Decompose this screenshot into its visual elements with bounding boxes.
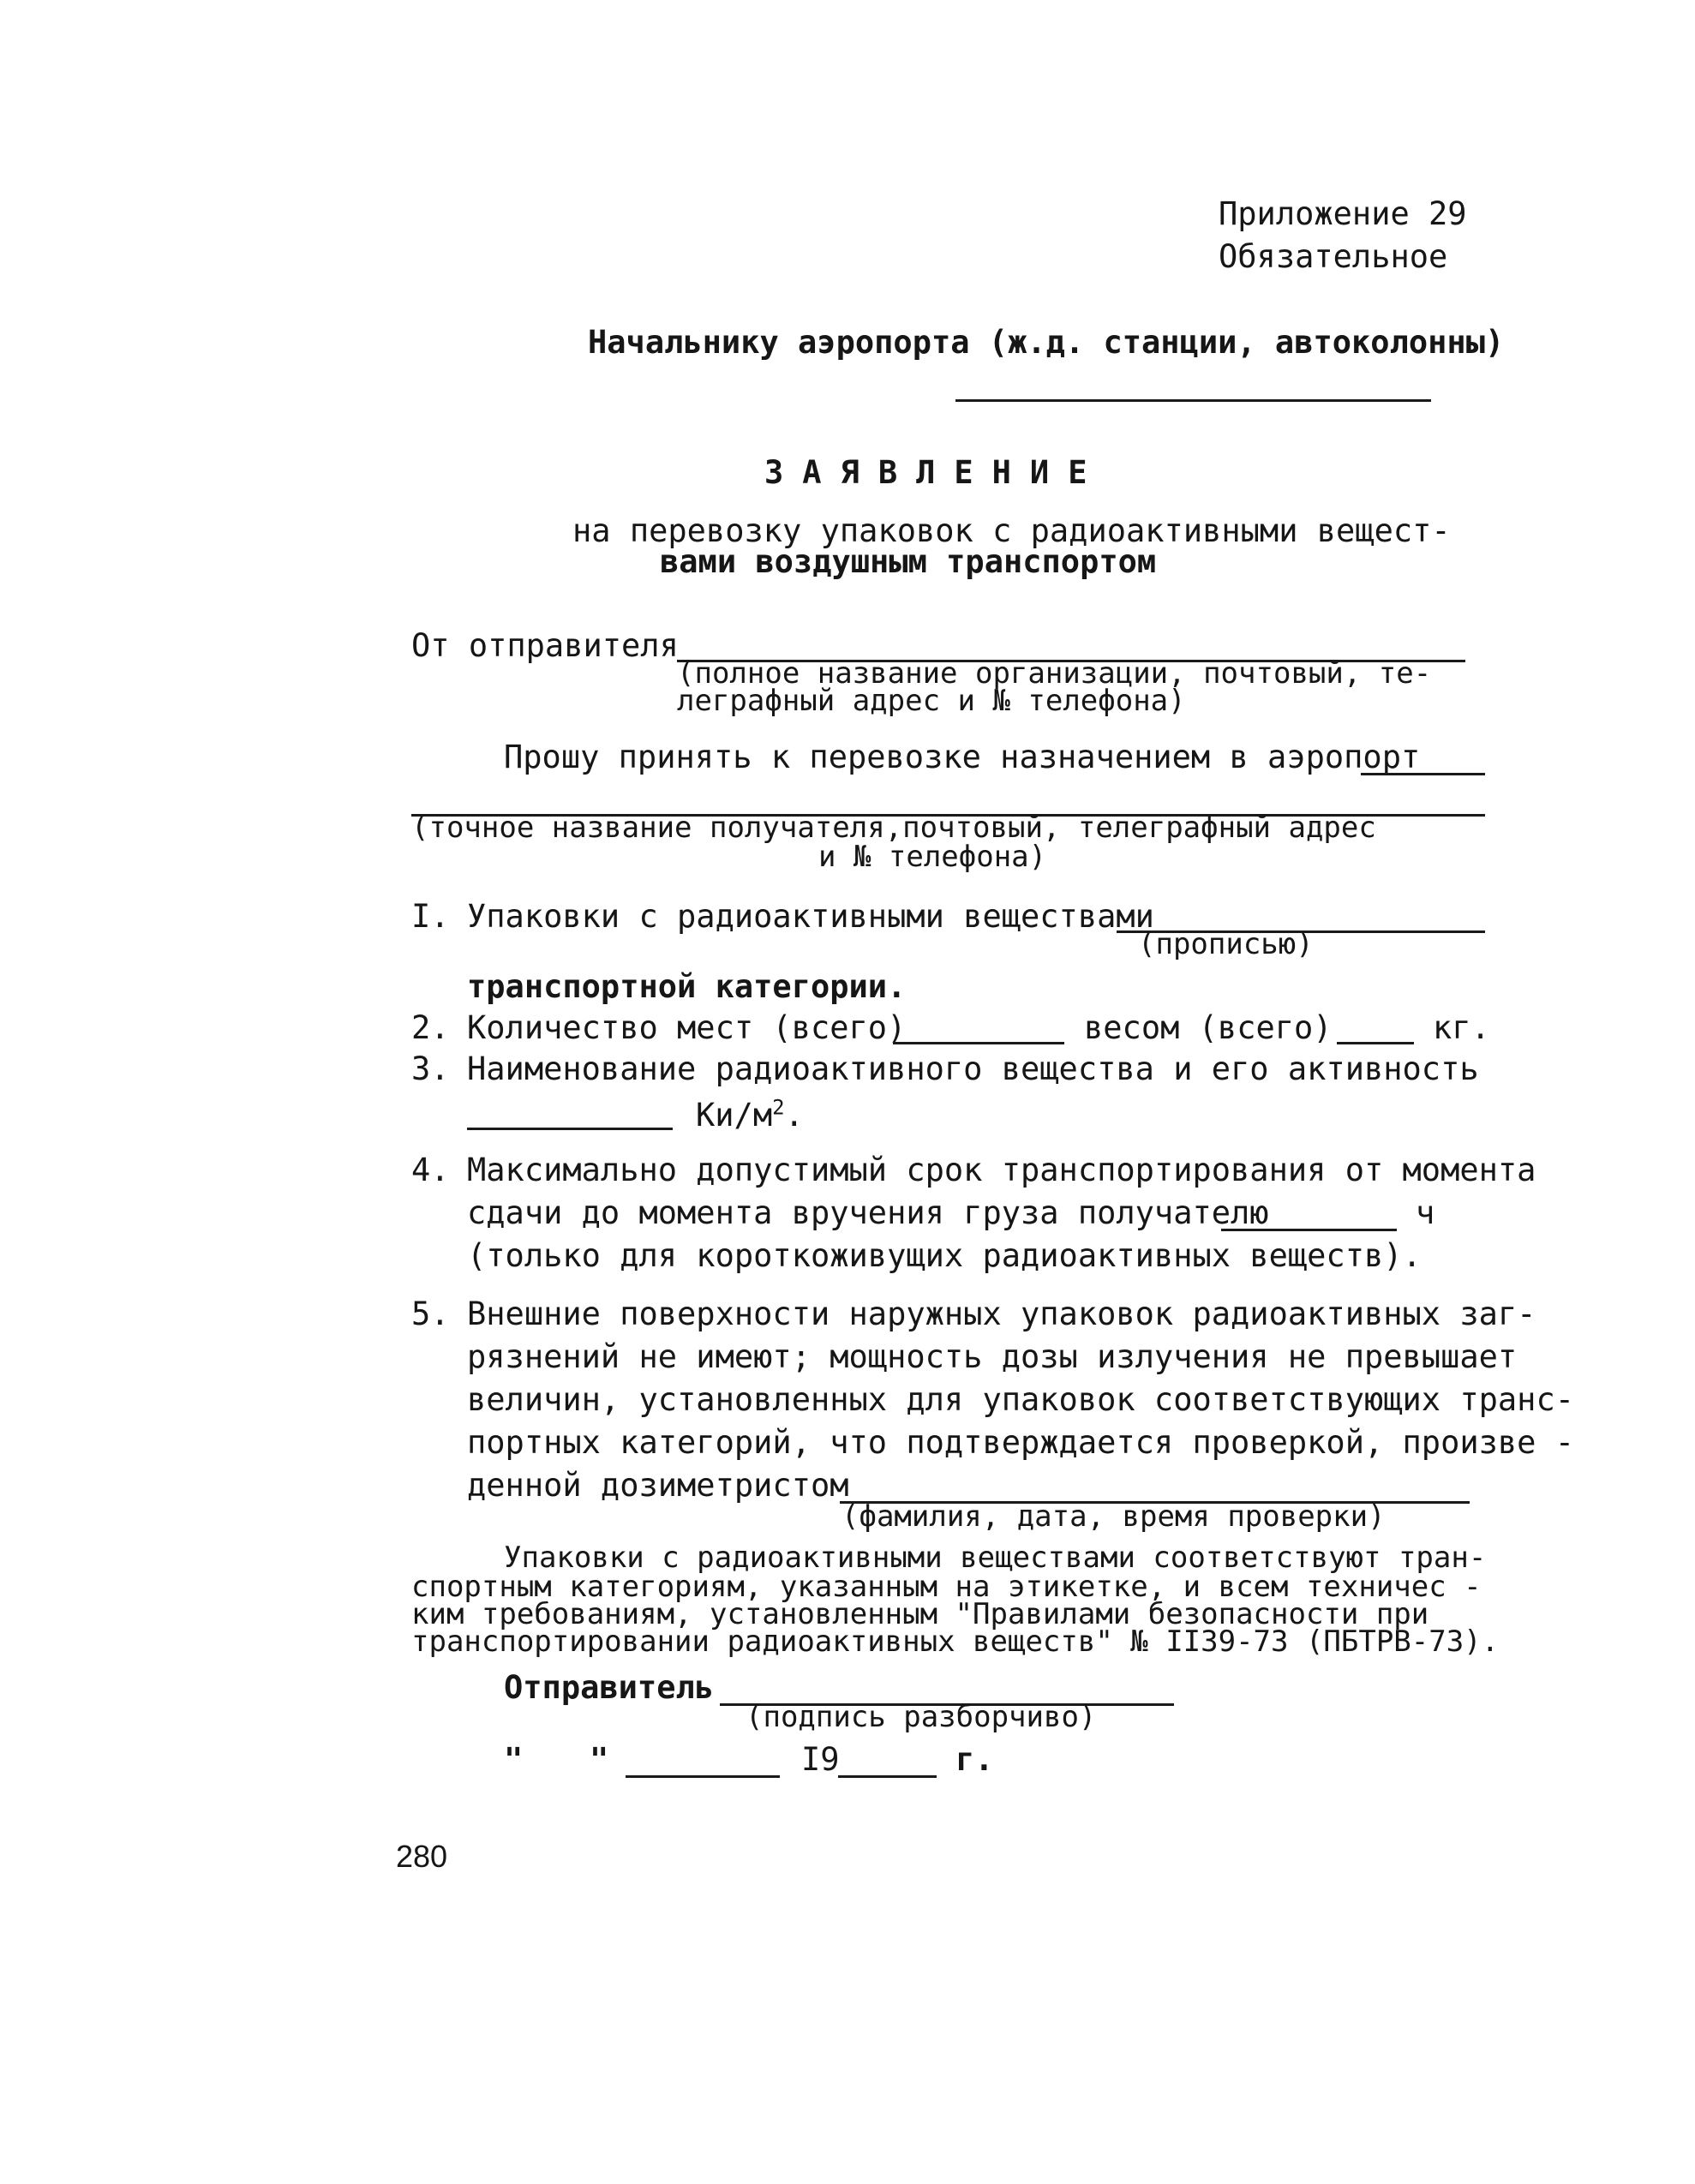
item-5-hint: (фамилия, дата, время проверки) bbox=[842, 1499, 1386, 1534]
item-1-number: I. bbox=[411, 898, 450, 935]
item-5-line4: портных категорий, что подтверждается проверкой, произве - bbox=[467, 1424, 1575, 1461]
date-day-month-line bbox=[626, 1775, 780, 1778]
request-hint-line1: (точное название получателя,почтовый, телеграфный адрес bbox=[411, 811, 1376, 845]
item-4-hours-line bbox=[1221, 1229, 1397, 1231]
compliance-line3: ким требованиям, установленным "Правилами безопасности при bbox=[411, 1597, 1429, 1631]
mandatory-label: Обязательное bbox=[1219, 238, 1448, 275]
request-hint-line2: и № телефона) bbox=[818, 840, 1047, 874]
compliance-line4: транспортировании радиоактивных веществ" № II39-73 (ПБТРВ-73). bbox=[411, 1625, 1500, 1659]
document-title: ЗАЯВЛЕНИЕ bbox=[764, 454, 1106, 491]
item-5-line1: Внешние поверхности наружных упаковок радиоактивных заг- bbox=[467, 1295, 1536, 1332]
addressee: Начальнику аэропорта (ж.д. станции, автоколонны) bbox=[588, 324, 1505, 361]
date-quote-open: " bbox=[504, 1741, 524, 1778]
item-2-text-b: весом (всего) bbox=[1084, 1009, 1333, 1046]
signature-hint: (подпись разборчиво) bbox=[746, 1700, 1097, 1734]
subtitle-line2: вами воздушным транспортом bbox=[660, 543, 1157, 580]
date-year-line bbox=[838, 1775, 937, 1778]
item-1-continuation: транспортной категории. bbox=[467, 968, 907, 1005]
item-2-number: 2. bbox=[411, 1009, 450, 1046]
item-3-unit: $Ки/м^2$. bbox=[696, 1095, 804, 1134]
item-2-count-line bbox=[893, 1042, 1064, 1044]
sender-hint-line1: (полное название организации, почтовый, те- bbox=[677, 656, 1432, 691]
page-number: 280 bbox=[396, 1839, 448, 1874]
sender-hint-line2: леграфный адрес и № телефона) bbox=[677, 684, 1186, 718]
item-4-line2: сдачи до момента вручения груза получателю bbox=[467, 1194, 1269, 1231]
item-5-line3: величин, установленных для упаковок соответствующих транс- bbox=[467, 1381, 1575, 1418]
signature-label: Отправитель bbox=[504, 1669, 715, 1706]
date-year-prefix: I9 bbox=[801, 1741, 840, 1778]
date-quote-close: " bbox=[590, 1741, 609, 1778]
request-text: Прошу принять к перевозке назначением в аэропорт bbox=[504, 739, 1421, 775]
item-4-line3: (только для короткоживущих радиоактивных веществ). bbox=[467, 1237, 1422, 1274]
item-4-unit: ч bbox=[1416, 1194, 1435, 1231]
item-2-text-a: Количество мест (всего) bbox=[467, 1009, 907, 1046]
addressee-line bbox=[955, 399, 1431, 402]
item-4-line1: Максимально допустимый срок транспортирования от момента bbox=[467, 1152, 1536, 1188]
item-3-activity-line bbox=[467, 1128, 673, 1130]
item-5-line2: рязнений не имеют; мощность дозы излучения не превышает bbox=[467, 1338, 1518, 1375]
appendix-number: Приложение 29 bbox=[1219, 195, 1467, 232]
item-5-number: 5. bbox=[411, 1295, 450, 1332]
item-1-hint: (прописью) bbox=[1138, 927, 1314, 961]
item-1-text: Упаковки с радиоактивными веществами bbox=[467, 898, 1154, 935]
date-year-suffix: г. bbox=[955, 1741, 994, 1778]
compliance-line2: спортным категориям, указанным на этикетке, и всем техничес - bbox=[411, 1570, 1482, 1604]
item-3-number: 3. bbox=[411, 1050, 450, 1087]
sender-label: От отправителя bbox=[411, 627, 679, 664]
item-2-weight-line bbox=[1337, 1042, 1414, 1044]
item-2-unit: кг. bbox=[1433, 1009, 1490, 1046]
airport-line bbox=[1361, 773, 1485, 775]
compliance-line1: Упаковки с радиоактивными веществами соответствуют тран- bbox=[504, 1541, 1487, 1575]
item-3-text: Наименование радиоактивного вещества и его активность bbox=[467, 1050, 1479, 1087]
item-4-number: 4. bbox=[411, 1152, 450, 1188]
subtitle-line1: на перевозку упаковок с радиоактивными вещест- bbox=[572, 512, 1451, 549]
item-5-line5: денной дозиметристом bbox=[467, 1467, 849, 1504]
